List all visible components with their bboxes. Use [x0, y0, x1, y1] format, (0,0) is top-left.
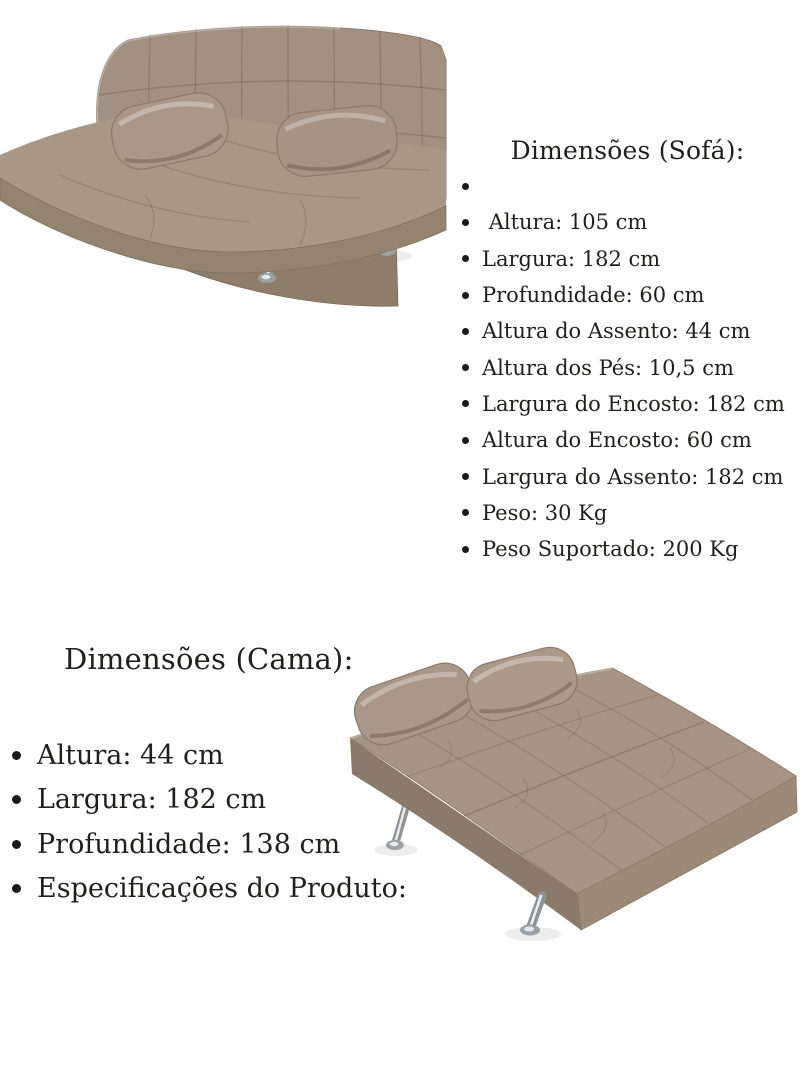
bullet-icon — [12, 751, 21, 760]
sofa-dimension-item — [462, 495, 800, 531]
sofa-dimension-item — [462, 422, 800, 458]
sofa-dimension-item — [462, 204, 800, 240]
bullet-icon — [462, 328, 469, 335]
sofa-dimension-label: Altura dos Pés: 10,5 cm — [482, 355, 734, 380]
sofa-dimension-label: Altura: 105 cm — [482, 210, 648, 235]
sofa-dimension-item — [462, 349, 800, 385]
bullet-icon — [462, 437, 469, 444]
bullet-icon — [462, 292, 469, 299]
bed-dimension-label: Largura: 182 cm — [37, 784, 267, 816]
bullet-icon — [462, 509, 469, 516]
sofa-dimension-item — [462, 313, 800, 349]
sofa-dimension-item — [462, 458, 800, 494]
bullet-icon — [462, 400, 469, 407]
sofa-closed-photo — [0, 0, 460, 320]
sofa-dimensions-title: Dimensões (Sofá): — [510, 136, 745, 165]
bullet-icon — [462, 255, 469, 262]
bullet-icon — [462, 473, 469, 480]
sofa-bed-open-photo — [330, 628, 800, 958]
sofa-dimension-item — [462, 241, 800, 277]
bed-dimension-label: Profundidade: 138 cm — [37, 828, 341, 860]
sofa-dimensions-list — [462, 168, 800, 567]
sofa-dimension-item — [462, 531, 800, 567]
bullet-icon — [462, 219, 469, 226]
sofa-dimension-label: Altura do Encosto: 60 cm — [482, 428, 752, 453]
bullet-icon — [12, 840, 21, 849]
bed-leg-front-icon — [520, 896, 542, 936]
bullet-icon — [12, 795, 21, 804]
sofa-dimension-item — [462, 168, 800, 204]
sofa-dimension-label: Peso Suportado: 200 Kg — [482, 537, 739, 562]
sofa-dimension-label: Peso: 30 Kg — [482, 500, 608, 525]
sofa-pillow-right — [274, 103, 400, 179]
bed-dimension-label: Especificações do Produto: — [37, 873, 407, 905]
sofa-dimension-label: Profundidade: 60 cm — [482, 283, 705, 308]
bullet-icon — [462, 546, 469, 553]
bed-dimension-label: Altura: 44 cm — [37, 739, 224, 771]
sofa-dimension-label: Largura do Encosto: 182 cm — [482, 391, 785, 416]
bed-dimensions-title: Dimensões (Cama): — [64, 642, 354, 676]
bullet-icon — [12, 884, 21, 893]
sofa-dimension-label: Largura: 182 cm — [482, 246, 661, 271]
sofa-dimension-label: Largura do Assento: 182 cm — [482, 464, 784, 489]
bullet-icon — [462, 364, 469, 371]
bullet-icon — [462, 183, 469, 190]
sofa-dimension-label: Altura do Assento: 44 cm — [482, 319, 751, 344]
sofa-dimension-item — [462, 277, 800, 313]
sofa-dimension-item — [462, 386, 800, 422]
